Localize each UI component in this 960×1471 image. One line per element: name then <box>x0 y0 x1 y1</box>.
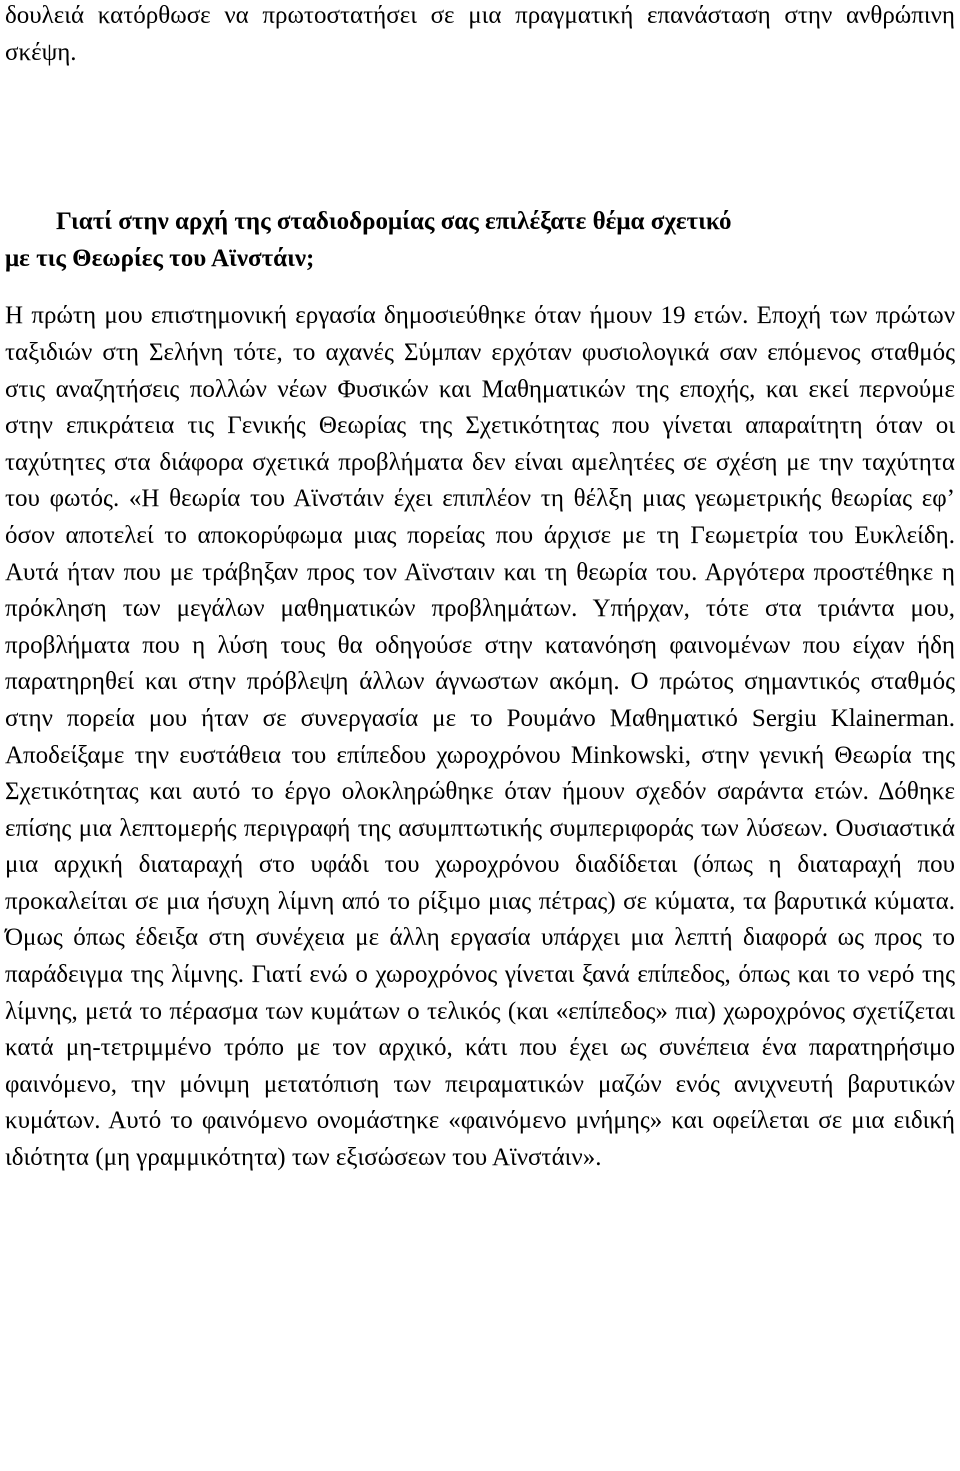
interview-question <box>5 204 955 277</box>
question-line-2: με τις Θεωρίες του Αϊνστάιν; <box>5 244 315 272</box>
answer-paragraph: Η πρώτη μου επιστημονική εργασία δημοσιεύθηκε όταν ήμουν 19 ετών. Εποχή των πρώτων ταξιδιών στη Σελήνη τότε, το αχανές Σύμπαν ερχόταν φυσιολογικά σαν επόμενος σταθμός στις αναζητήσεις πολλών νέων Φυσικών και Μαθηματικών της εποχής, και εκεί περνούμε στην επικράτεια τις Γενικής Θεωρίας της Σχετικότητας που γίνεται απαραίτητη όταν οι ταχύτητες στα διάφορα σχετικά προβλήματα δεν είναι αμελητέες σε σχέση με την ταχύτητα του φωτός. «Η θεωρία του Αϊνστάιν έχει επιπλέον τη θέλξη μιας γεωμετρικής θεωρίας εφ’ όσον αποτελεί το αποκορύφωμα μιας πορείας που άρχισε με τη Γεωμετρία του Ευκλείδη. Αυτά ήταν που με τράβηξαν προς τον Αϊνσταιν και τη θεωρία του. Αργότερα προστέθηκε η πρόκληση των μεγάλων μαθηματικών προβλημάτων. Υπήρχαν, τότε στα τριάντα μου, προβλήματα που η λύση τους θα οδηγούσε στην κατανόηση φαινομένων που είχαν ήδη παρατηρηθεί και στην πρόβλεψη άλλων άγνωστων ακόμη. Ο πρώτος σημαντικός σταθμός στην πορεία μου ήταν σε συνεργασία με το Ρουμάνο Μαθηματικό Sergiu Klainerman. Αποδείξαμε την ευστάθεια του επίπεδου χωροχρόνου Minkowski, στην γενική Θεωρία της Σχετικότητας και αυτό το έργο ολοκληρώθηκε όταν ήμουν σχεδόν σαράντα ετών. Δόθηκε επίσης μια λεπτομερής περιγραφή της ασυμπτωτικής συμπεριφοράς των λύσεων. Ουσιαστικά μια αρχική διαταραχή στο υφάδι του χωροχρόνου διαδίδεται (όπως η διαταραχή που προκαλείται σε μια ήσυχη λίμνη από το ρίξιμο μιας πέτρας) σε κύματα, τα βαρυτικά κύματα. Όμως όπως έδειξα στη συνέχεια με άλλη εργασία υπάρχει μια λεπτή διαφορά ως προς το παράδειγμα της λίμνης. Γιατί ενώ ο χωροχρόνος γίνεται ξανά επίπεδος, όπως και το νερό της λίμνης, μετά το πέρασμα των κυμάτων ο τελικός (και «επίπεδος» πια) χωροχρόνος σχετίζεται κατά μη-τετριμμένο τρόπο με τον αρχικό, κάτι που έχει ως συνέπεια ένα παρατηρήσιμο φαινόμενο, την μόνιμη μετατόπιση των πειραματικών μαζών ενός ανιχνευτή βαρυτικών κυμάτων. Αυτό το φαινόμενο ονομάστηκε «φαινόμενο μνήμης» και οφείλεται σε μια ειδική ιδιότητα (μη γραμμικότητα) των εξισώσεων του Αϊνστάιν». <box>5 302 955 1172</box>
document-page <box>5 0 955 1177</box>
intro-paragraph: δουλειά κατόρθωσε να πρωτοστατήσει σε μια πραγματική επανάσταση στην ανθρώπινη σκέψη. <box>5 2 955 66</box>
question-line-1: Γιατί στην αρχή της σταδιοδρομίας σας επιλέξατε θέμα σχετικό <box>56 208 732 236</box>
